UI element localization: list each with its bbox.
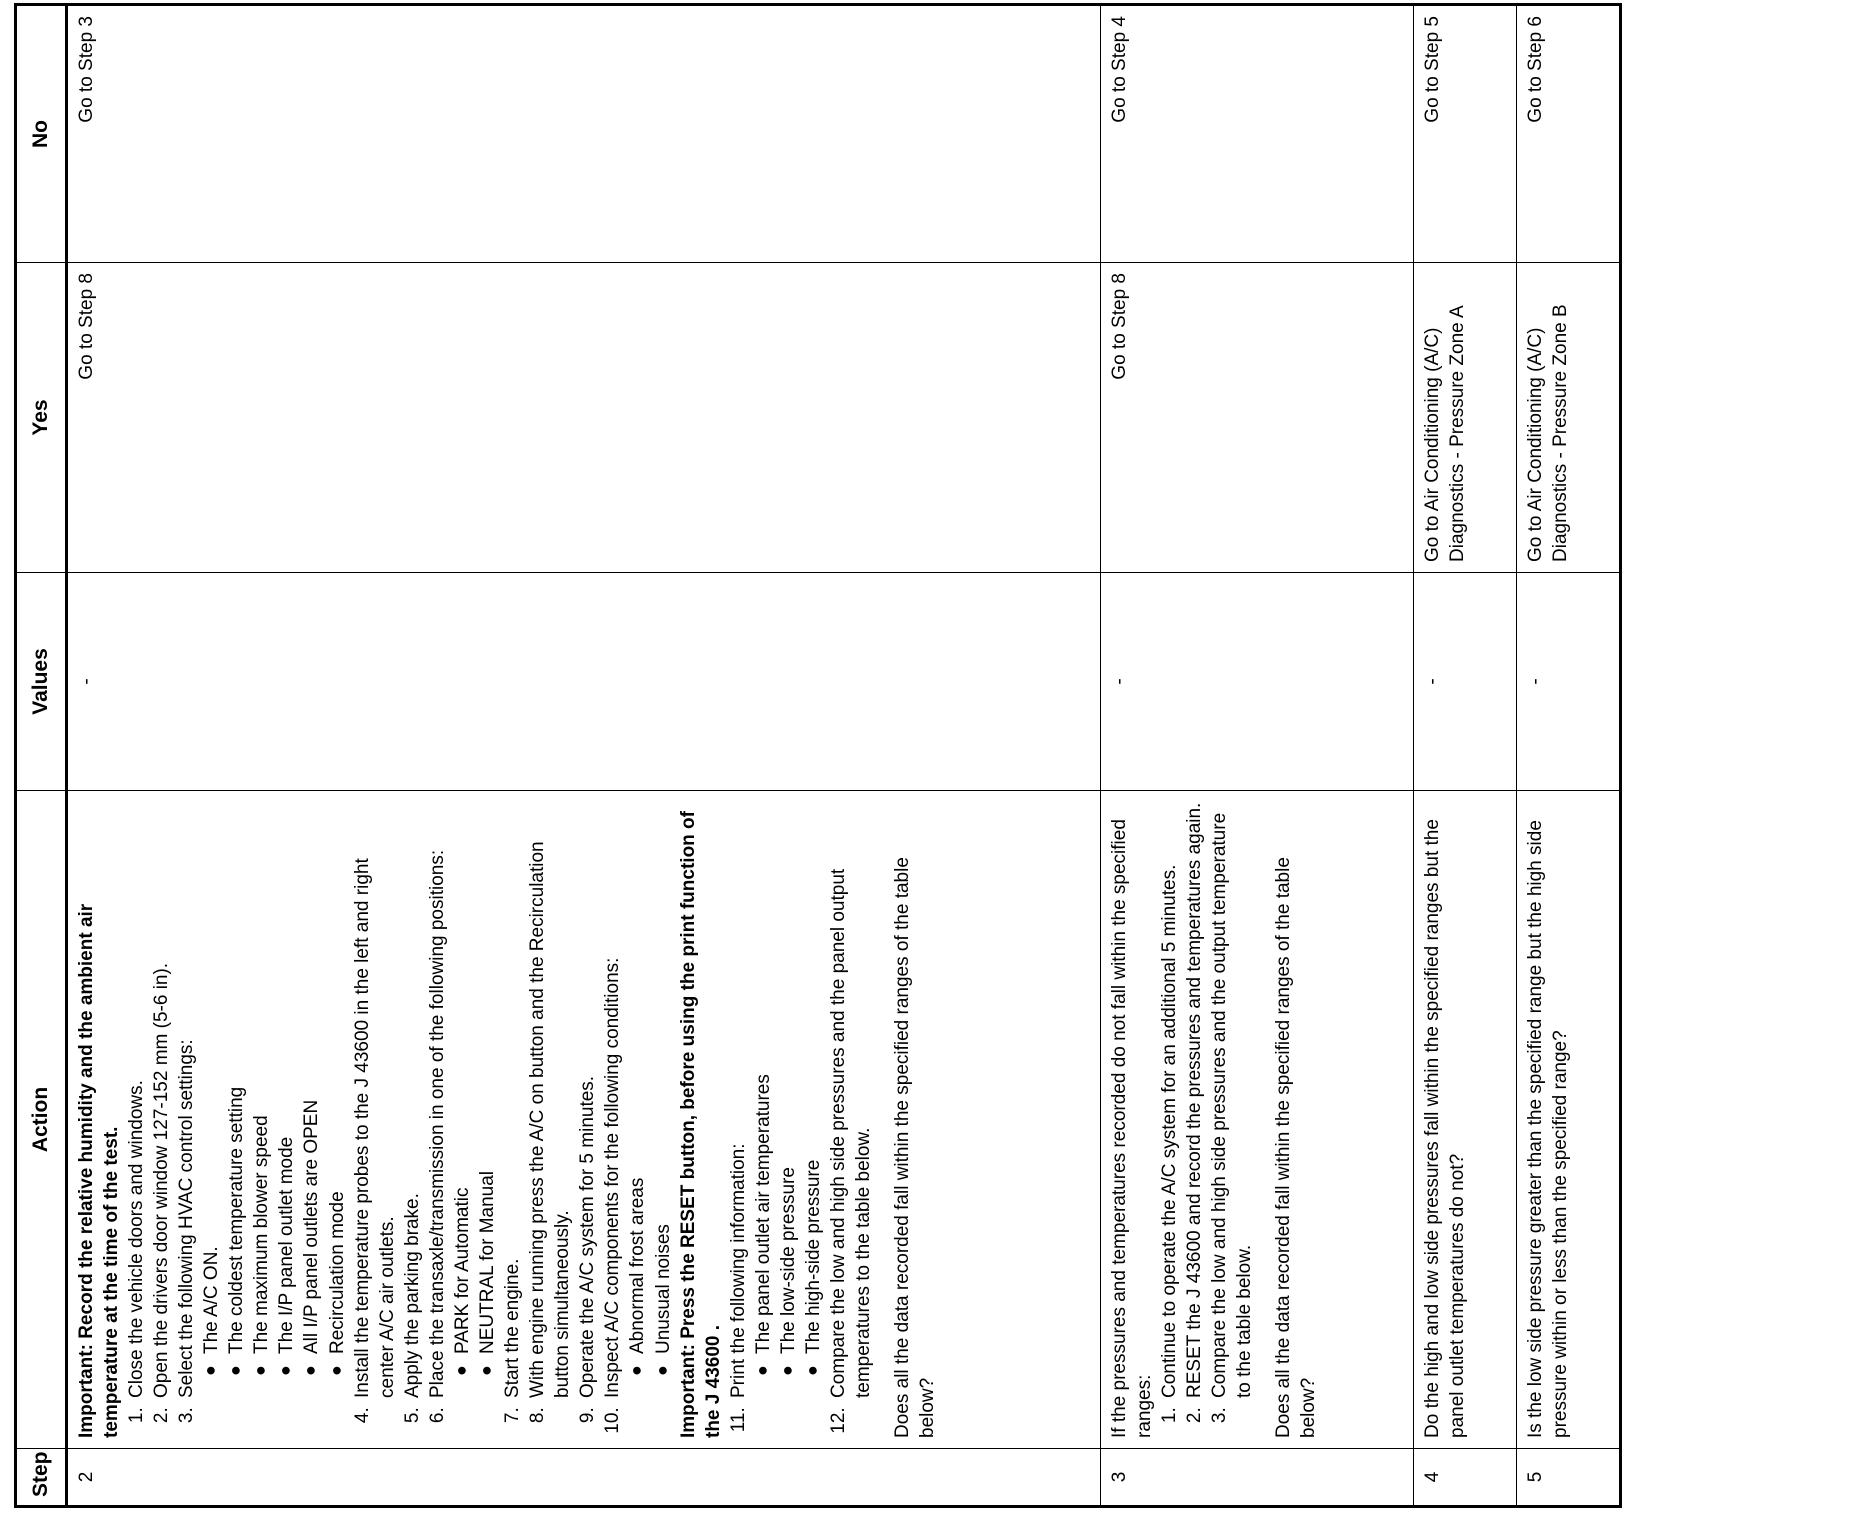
step-number: 4 [1413,1449,1516,1507]
header-values: Values [16,573,67,791]
yes-cell: Go to Step 8 [66,263,1100,573]
hvac-settings-list [199,801,349,1398]
yes-cell: Go to Air Conditioning (A/C) Diagnostics - Pressure Zone B [1516,263,1620,573]
procedure-item: 4. Install the temperature probes to the J 43600 in the left and right center A/C air outlets. [350,801,400,1402]
table-row-step-4 [1413,5,1516,1507]
step-number: 3 [1100,1449,1413,1507]
step-number: 5 [1516,1449,1620,1507]
procedure-text: Inspect A/C components for the following conditions: [602,957,624,1398]
header-no: No [16,5,67,263]
bullet-item: ● Recirculation mode [325,801,350,1376]
procedure-list [1157,801,1257,1438]
action-cell [66,791,1100,1449]
procedure-item: 2. RESET the J 43600 and record the pressures and temperatures again. [1182,801,1207,1402]
bullet-item: ● The A/C ON. [199,801,224,1376]
procedure-item: 1. Continue to operate the A/C system for an additional 5 minutes. [1157,801,1182,1402]
procedure-item [726,801,826,1402]
yes-cell: Go to Air Conditioning (A/C) Diagnostics - Pressure Zone A [1413,263,1516,573]
procedure-text: Select the following HVAC control settings: [176,1039,198,1398]
procedure-item: 7. Start the engine. [500,801,525,1402]
action-cell [1100,791,1413,1449]
bullet-item: ● The low-side pressure [776,801,801,1376]
question-text: Does all the data recorded fall within the specified ranges of the table below? [1273,857,1320,1438]
action-cell: Is the low side pressure greater than the specified range but the high side pressure within or less than the specified range? [1516,791,1620,1449]
diagnostic-table [14,3,1622,1508]
procedure-item [425,801,500,1402]
positions-list [450,801,500,1398]
conditions-list [625,801,675,1398]
values-cell: - [1413,573,1516,791]
procedure-item: 5. Apply the parking brake. [400,801,425,1402]
values-cell: - [1516,573,1620,791]
bullet-item: ● The I/P panel outlet mode [274,801,299,1376]
procedure-item: 1. Close the vehicle doors and windows. [124,801,149,1402]
procedure-item: 3. Compare the low and high side pressures and the output temperature to the table below. [1207,801,1257,1402]
table-row-step-2 [66,5,1100,1507]
bullet-item: ● The maximum blower speed [249,801,274,1376]
no-cell: Go to Step 6 [1516,5,1620,263]
intro-text: If the pressures and temperatures recorded do not fall within the specified ranges: [1108,819,1155,1438]
bullet-item: ● The high-side pressure [801,801,826,1376]
no-cell: Go to Step 5 [1413,5,1516,263]
procedure-item [174,801,350,1402]
procedure-item: 9. Operate the A/C system for 5 minutes. [575,801,600,1402]
bullet-item: ● All I/P panel outlets are OPEN [299,801,324,1376]
print-info-list [751,801,826,1398]
procedure-item: 12. Compare the low and high side pressures and the panel output temperatures to the table below. [826,801,876,1402]
table-row-step-5 [1516,5,1620,1507]
header-action: Action [16,791,67,1449]
bullet-item: ● NEUTRAL for Manual [475,801,500,1376]
bullet-item: ● Abnormal frost areas [625,801,650,1376]
header-row [16,5,67,1507]
bullet-item: ● Unusual noises [651,801,676,1376]
no-cell: Go to Step 4 [1100,5,1413,263]
action-cell: Do the high and low side pressures fall within the specified ranges but the panel outlet temperatures do not? [1413,791,1516,1449]
procedure-item: 8. With engine running press the A/C on button and the Recirculation button simultaneously. [525,801,575,1402]
procedure-text: Print the following information: [727,1143,749,1398]
procedure-item [600,801,725,1438]
question-text: Does all the data recorded fall within the specified ranges of the table below? [892,857,939,1438]
bullet-item: ● The coldest temperature setting [224,801,249,1376]
important-note: Important: Press the RESET button, before using the print function of the J 43600 . [677,811,724,1438]
no-cell: Go to Step 3 [66,5,1100,263]
step-number: 2 [66,1449,1100,1507]
values-cell: - [1100,573,1413,791]
bullet-item: ● The panel outlet air temperatures [751,801,776,1376]
header-step: Step [16,1449,67,1507]
bullet-item: ● PARK for Automatic [450,801,475,1376]
important-note: Important: Record the relative humidity and the ambient air temperature at the time of the test. [75,903,122,1438]
table-row-step-3 [1100,5,1413,1507]
procedure-text: Place the transaxle/transmission in one of the following positions: [426,849,448,1398]
header-yes: Yes [16,263,67,573]
procedure-item: 2. Open the drivers door window 127-152 mm (5-6 in). [149,801,174,1402]
procedure-list [124,801,876,1438]
values-cell: - [66,573,1100,791]
yes-cell: Go to Step 8 [1100,263,1413,573]
